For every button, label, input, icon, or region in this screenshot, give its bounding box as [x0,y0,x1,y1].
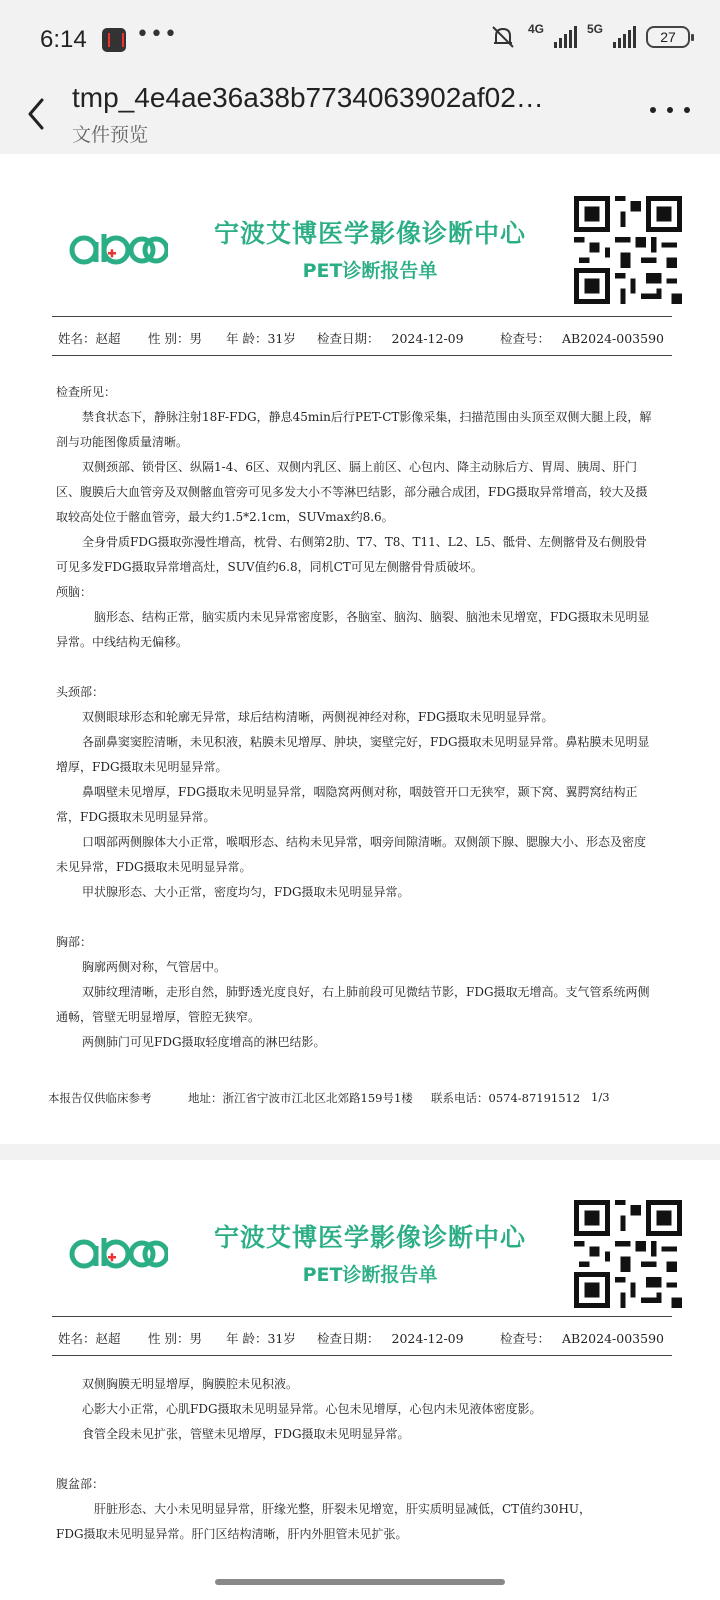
section-title-chest: 胸部： [56,935,93,949]
center-name: 宁波艾博医学影像诊断中心 [213,1223,526,1252]
exam-date-field: 检查日期： 2024-12-09 [317,1331,464,1346]
signal-strength-icon [554,26,577,48]
report-type: PET诊断报告单 [302,260,438,282]
age-field: 年 龄：31岁 [226,1331,296,1346]
qr-code-icon [574,1200,682,1308]
section-title-brain: 颅脑： [56,585,93,599]
more-options-icon[interactable] [650,100,690,120]
finding-paragraph: 口咽部两侧腺体大小正常，喉咽形态、结构未见异常，咽旁间隙清晰。双侧颌下腺、腮腺大小、形态及密度未见异常，FDG摄取未见明显异常。 [56,835,647,874]
status-bar [0,0,720,80]
mute-bell-icon [488,22,518,52]
finding-paragraph: FDG摄取未见明显异常。肝门区结构清晰，肝内外胆管未见扩张。 [56,1527,408,1541]
center-name: 宁波艾博医学影像诊断中心 [213,219,526,248]
sex-field: 性 别：男 [148,1331,202,1346]
exam-date-field: 检查日期： 2024-12-09 [317,331,464,346]
finding-paragraph: 双侧颈部、锁骨区、纵隔1-4、6区、双侧内乳区、膈上前区、心包内、降主动脉后方、胃周、胰周、肝门区、腹膜后大血管旁及双侧髂血管旁可见多发大小不等淋巴结影，部分融合成团，FDG摄取异常增高，较大及摄取较高处位于髂血管旁，最大约1.5*2.1cm，SUVmax约8.6。 [56,460,648,524]
voice-recorder-icon [102,28,126,52]
network-4g-label: 4G [527,22,544,36]
section-title-head-neck: 头颈部： [56,685,105,699]
finding-paragraph: 两侧肺门可见FDG摄取轻度增高的淋巴结影。 [82,1035,326,1049]
report-page-2[interactable] [0,1160,720,1600]
sex-field: 性 别：男 [148,331,202,346]
file-preview-label: 文件预览 [72,124,149,146]
name-field: 姓名：赵超 [58,1331,121,1346]
battery-level: 27 [660,29,676,45]
more-notifications-icon: ••• [136,22,178,47]
footer-page-number: 1/3 [591,1090,610,1104]
signal-strength-icon [613,26,636,48]
status-indicators [488,22,690,52]
finding-paragraph: 双侧眼球形态和轮廓无异常，球后结构清晰，两侧视神经对称，FDG摄取未见明显异常。 [82,710,554,724]
finding-paragraph: 各副鼻窦窦腔清晰，未见积液，粘膜未见增厚、肿块，窦壁完好，FDG摄取未见明显异常。鼻粘膜未见明显增厚，FDG摄取未见明显异常。 [56,735,650,774]
status-time: 6:14 [40,26,87,53]
finding-paragraph: 双侧胸膜无明显增厚，胸膜腔未见积液。 [82,1377,299,1391]
exam-id-field: 检查号： AB2024-003590 [500,331,664,346]
finding-paragraph: 禁食状态下，静脉注射18F-FDG，静息45min后行PET-CT影像采集，扫描范围由头顶至双侧大腿上段，解剖与功能图像质量清晰。 [56,410,652,449]
battery-icon [646,26,690,48]
footer-note: 本报告仅供临床参考 [48,1091,152,1105]
finding-paragraph: 心影大小正常，心肌FDG摄取未见明显异常。心包未见增厚，心包内未见液体密度影。 [82,1402,542,1416]
aboo-logo [68,232,168,268]
patient-info-row [52,1316,672,1356]
finding-paragraph: 脑形态、结构正常，脑实质内未见异常密度影，各脑室、脑沟、脑裂、脑池未见增宽，FDG摄取未见明显异常。中线结构无偏移。 [56,610,650,649]
back-arrow-icon[interactable] [22,94,52,134]
findings-content [56,380,656,1055]
finding-paragraph: 胸廓两侧对称，气管居中。 [82,960,227,974]
finding-paragraph: 甲状腺形态、大小正常，密度均匀，FDG摄取未见明显异常。 [82,885,410,899]
finding-paragraph: 鼻咽壁未见增厚，FDG摄取未见明显异常，咽隐窝两侧对称，咽鼓管开口无狭窄，颞下窝、翼腭窝结构正常，FDG摄取未见明显异常。 [56,785,638,824]
patient-info-row [52,316,672,356]
age-field: 年 龄：31岁 [226,331,296,346]
qr-code-icon [574,196,682,304]
name-field: 姓名：赵超 [58,331,121,346]
footer-phone: 联系电话：0574-87191512 [431,1091,581,1105]
file-title: tmp_4e4ae36a38b7734063902af02… [72,82,544,113]
finding-paragraph: 双肺纹理清晰，走形自然，肺野透光度良好，右上肺前段可见微结节影，FDG摄取无增高。支气管系统两侧通畅，管壁无明显增厚，管腔无狭窄。 [56,985,650,1024]
report-type: PET诊断报告单 [302,1264,438,1286]
footer-address: 地址：浙江省宁波市江北区北郊路159号1楼 [188,1091,413,1105]
home-indicator[interactable] [215,1579,505,1585]
aboo-logo [68,1236,168,1272]
findings-title: 检查所见： [56,385,117,399]
report-page-1[interactable] [0,154,720,1144]
network-5g-label: 5G [586,22,603,36]
finding-paragraph: 全身骨质FDG摄取弥漫性增高，枕骨、右侧第2肋、T7、T8、T11、L2、L5、骶骨、左侧髂骨及右侧股骨可见多发FDG摄取异常增高灶，SUV值约6.8，同机CT可见左侧髂骨骨质破坏。 [56,535,647,574]
section-title-abdomen-pelvis: 腹盆部： [56,1477,105,1491]
finding-paragraph: 肝脏形态、大小未见明显异常，肝缘光整，肝裂未见增宽，肝实质明显减低，CT值约30HU， [94,1502,592,1516]
app-bar [0,80,720,154]
exam-id-field: 检查号： AB2024-003590 [500,1331,664,1346]
finding-paragraph: 食管全段未见扩张，管壁未见增厚，FDG摄取未见明显异常。 [82,1427,410,1441]
findings-content [56,1372,656,1547]
